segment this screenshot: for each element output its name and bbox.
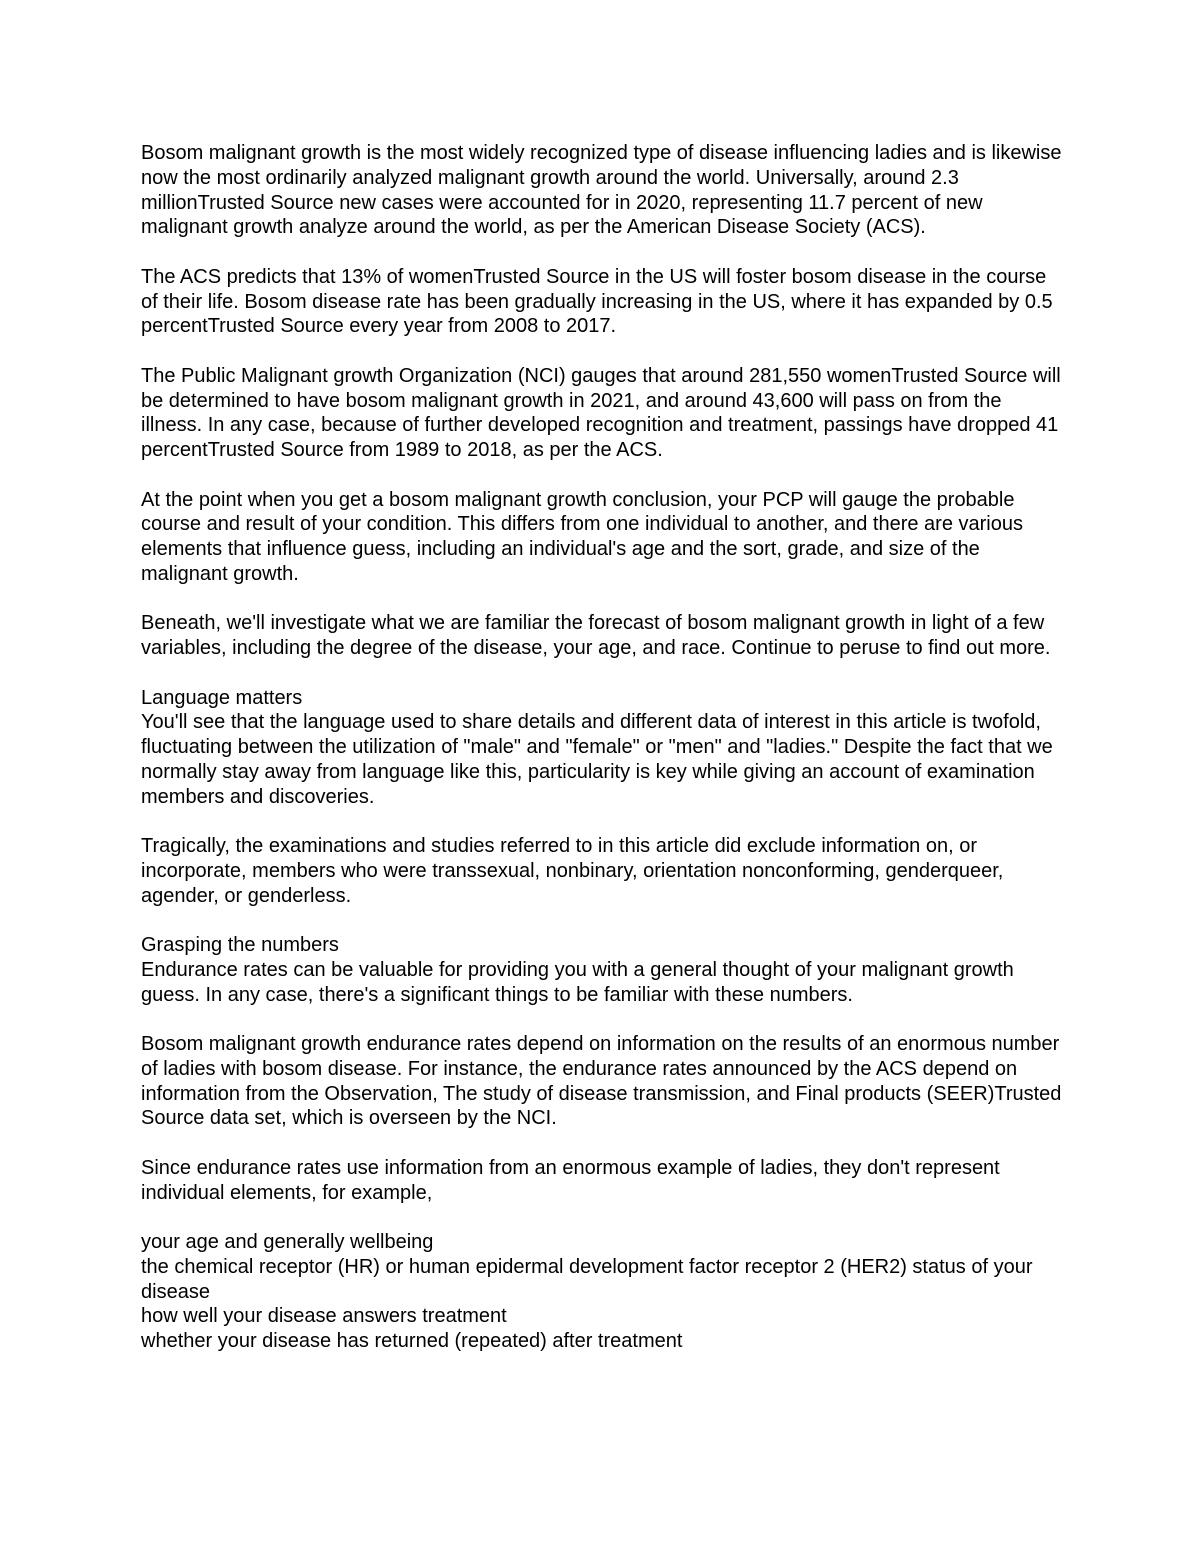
paragraph-seer: Bosom malignant growth endurance rates depend on information on the results of an enormous number of ladies with bosom disease. For instance, the endurance rates announced by the ACS depend on information from the Observation, The study of disease transmission, and Final products (SEER)Trusted Source data set, which is overseen by the NCI. bbox=[141, 1033, 1062, 1130]
paragraph-nci-estimate: The Public Malignant growth Organization (NCI) gauges that around 281,550 womenTrusted Source will be determined to have bosom malignant growth in 2021, and around 43,600 will pass on from the illness. In any case, because of further developed recognition and treatment, passings have dropped 41 percentTrusted Source from 1989 to 2018, as per the ACS. bbox=[141, 364, 1061, 461]
list-item: your age and generally wellbeing bbox=[141, 1231, 434, 1253]
list-item: the chemical receptor (HR) or human epidermal development factor receptor 2 (HER2) status of your disease bbox=[141, 1255, 1033, 1303]
paragraph-diagnosis: At the point when you get a bosom malignant growth conclusion, your PCP will gauge the probable course and result of your condition. This differs from one individual to another, and there are various elements that influence guess, including an individual's age and the sort, grade, and size of the malignant growth. bbox=[141, 488, 1023, 585]
paragraph-endurance: Endurance rates can be valuable for providing you with a general thought of your malignant growth guess. In any case, there's a significant things to be familiar with these numbers. bbox=[141, 958, 1014, 1006]
list-item: how well your disease answers treatment bbox=[141, 1305, 507, 1328]
paragraph-acs-prediction: The ACS predicts that 13% of womenTrusted Source in the US will foster bosom disease in the course of their life. Bosom disease rate has been gradually increasing in the US, where it has expanded by 0.5 percentTrusted Source every year from 2008 to 2017. bbox=[141, 265, 1053, 338]
section-grasping-numbers bbox=[141, 933, 1066, 1354]
section-heading: Language matters bbox=[141, 686, 303, 709]
factor-list bbox=[141, 1230, 1066, 1354]
paragraph-since: Since endurance rates use information from an enormous example of ladies, they don't represent individual elements, for example, bbox=[141, 1156, 1000, 1204]
section-language-matters bbox=[141, 686, 1066, 909]
paragraph-beneath: Beneath, we'll investigate what we are familiar the forecast of bosom malignant growth in light of a few variables, including the degree of the disease, your age, and race. Continue to peruse to find out more. bbox=[141, 612, 1051, 659]
paragraph-language: You'll see that the language used to share details and different data of interest in this article is twofold, fluctuating between the utilization of "male" and "female" or "men" and "ladies." Despite the fact that we normally stay away from language like this, particularity is key while giving an account of examination members and discoveries. bbox=[141, 711, 1053, 808]
document-page bbox=[141, 141, 1066, 1354]
paragraph-tragically: Tragically, the examinations and studies referred to in this article did exclude information on, or incorporate, members who were transsexual, nonbinary, orientation nonconforming, genderqueer, agender, or genderless. bbox=[141, 835, 1004, 907]
list-item: whether your disease has returned (repeated) after treatment bbox=[141, 1330, 683, 1352]
section-heading: Grasping the numbers bbox=[141, 934, 339, 956]
paragraph-intro: Bosom malignant growth is the most widely recognized type of disease influencing ladies and is likewise now the most ordinarily analyzed malignant growth around the world. Universally, around 2.3 millionTrusted Source new cases were accounted for in 2020, representing 11.7 percent of new malignant growth analyze around the world, as per the American Disease Society (ACS). bbox=[141, 142, 1062, 239]
